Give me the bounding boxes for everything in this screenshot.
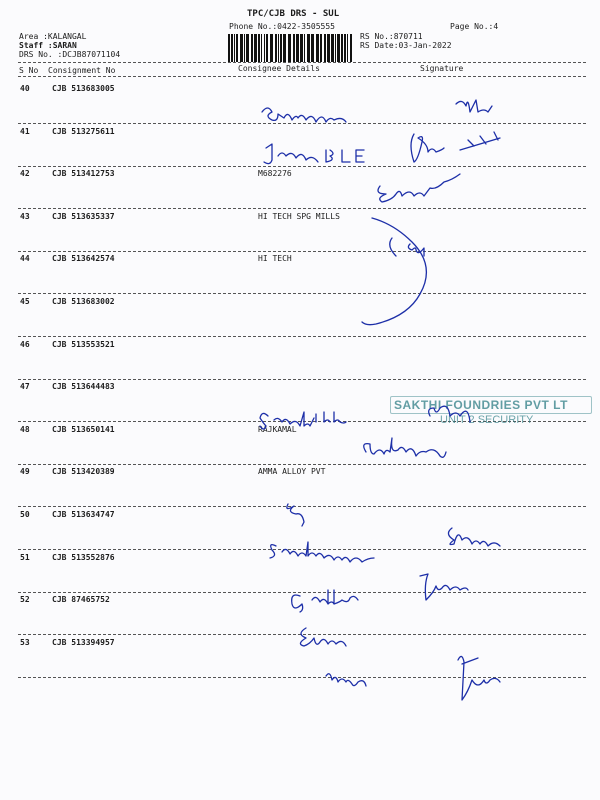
stamp-line-unit: UNIT 2 SECURITY [440,414,534,426]
barcode-bar [261,34,262,62]
document-title: TPC/CJB DRS - SUL [247,9,340,19]
staff-label: Staff :SARAN [19,41,77,50]
row-consignment-number: CJB 513642574 [52,254,115,263]
barcode-bar [231,34,233,62]
signature-row-53-name [326,674,366,686]
table-row [0,254,600,274]
barcode-bar [307,34,310,62]
row-consignment-number: CJB 513394957 [52,638,115,647]
row-consignee-details: HI TECH SPG MILLS [258,212,340,221]
col-signature: Signature [420,64,464,73]
table-row [0,553,600,573]
row-divider [18,592,586,593]
row-sno: 42 [20,169,30,178]
barcode-bar [244,34,245,62]
barcode-bar [246,34,249,62]
barcode-bar [344,34,346,62]
col-consignee-details: Consignee Details [238,64,320,73]
barcode-bar [228,34,230,62]
barcode-bar [337,34,340,62]
row-consignment-number: CJB 513650141 [52,425,115,434]
row-divider [18,293,586,294]
table-row [0,297,600,317]
barcode-bar [288,34,291,62]
barcode-bar [278,34,279,62]
row-divider [18,464,586,465]
table-row [0,595,600,615]
company-stamp [380,394,600,434]
barcode-bar [254,34,257,62]
row-divider [18,123,586,124]
row-divider [18,506,586,507]
signature-row-50-right [448,528,500,546]
barcode-bar [311,34,314,62]
barcode-bar [251,34,253,62]
barcode-bar [347,34,348,62]
barcode-bar [270,34,273,62]
row-consignee-details: HI TECH [258,254,292,263]
drs-number: DRS No. :DCJB87071104 [19,50,121,59]
barcode-bar [293,34,295,62]
row-divider [18,251,586,252]
row-consignment-number: CJB 513552876 [52,553,115,562]
row-divider [18,336,586,337]
barcode-bar [234,34,235,62]
barcode-bar [324,34,326,62]
row-consignment-number: CJB 513412753 [52,169,115,178]
row-sno: 50 [20,510,30,519]
barcode-bar [275,34,277,62]
row-sno: 46 [20,340,30,349]
barcode-bar [258,34,260,62]
barcode-bar [350,34,352,62]
barcode-bar [264,34,265,62]
table-row [0,510,600,530]
row-consignment-number: CJB 513683002 [52,297,115,306]
barcode-bar [240,34,243,62]
row-consignment-number: CJB 513420389 [52,467,115,476]
area-label: Area :KALANGAL [19,32,87,41]
barcode-bar [335,34,336,62]
row-sno: 41 [20,127,30,136]
barcode-bar [266,34,268,62]
barcode-bar [236,34,238,62]
barcode-bar [316,34,319,62]
row-consignment-number: CJB 513553521 [52,340,115,349]
barcode [228,34,356,62]
row-consignment-number: CJB 513634747 [52,510,115,519]
table-row [0,169,600,189]
row-sno: 52 [20,595,30,604]
barcode-bar [341,34,343,62]
barcode-bar [304,34,305,62]
barcode-bar [320,34,322,62]
row-sno: 49 [20,467,30,476]
header-divider-top [18,62,586,63]
row-consignment-number: CJB 513635337 [52,212,115,221]
header-divider-bottom [18,76,586,77]
row-sno: 47 [20,382,30,391]
row-consignment-number: CJB 87465752 [52,595,110,604]
col-consignment: Consignment No [48,66,116,75]
row-divider [18,677,586,678]
table-row [0,467,600,487]
row-sno: 53 [20,638,30,647]
barcode-bar [296,34,299,62]
barcode-bar [331,34,334,62]
row-consignee-details: RAJKAMAL [258,425,297,434]
row-sno: 44 [20,254,30,263]
row-divider [18,549,586,550]
row-sno: 51 [20,553,30,562]
table-row [0,212,600,232]
table-row [0,340,600,360]
row-divider [18,208,586,209]
row-consignee-details: M682276 [258,169,292,178]
signature-row-40 [262,108,346,122]
row-consignment-number: CJB 513275611 [52,127,115,136]
row-sno: 40 [20,84,30,93]
table-row [0,127,600,147]
row-consignment-number: CJB 513683005 [52,84,115,93]
rs-number: RS No.:870711 [360,32,423,41]
row-sno: 45 [20,297,30,306]
row-sno: 48 [20,425,30,434]
rs-date: RS Date:03-Jan-2022 [360,41,452,50]
row-divider [18,166,586,167]
stamp-line-company: SAKTHI FOUNDRIES PVT LT [394,398,568,412]
row-consignment-number: CJB 513644483 [52,382,115,391]
table-row [0,84,600,104]
barcode-bar [300,34,303,62]
phone-number: Phone No.:0422-3505555 [229,22,335,31]
row-divider [18,379,586,380]
barcode-bar [283,34,286,62]
col-sno: S No [19,66,39,75]
row-consignee-details: AMMA ALLOY PVT [258,467,326,476]
signature-row-53-right [458,656,500,700]
table-row [0,638,600,658]
barcode-bar [327,34,330,62]
barcode-bar [280,34,282,62]
row-sno: 43 [20,212,30,221]
row-divider [18,634,586,635]
page-number: Page No.:4 [450,22,499,31]
